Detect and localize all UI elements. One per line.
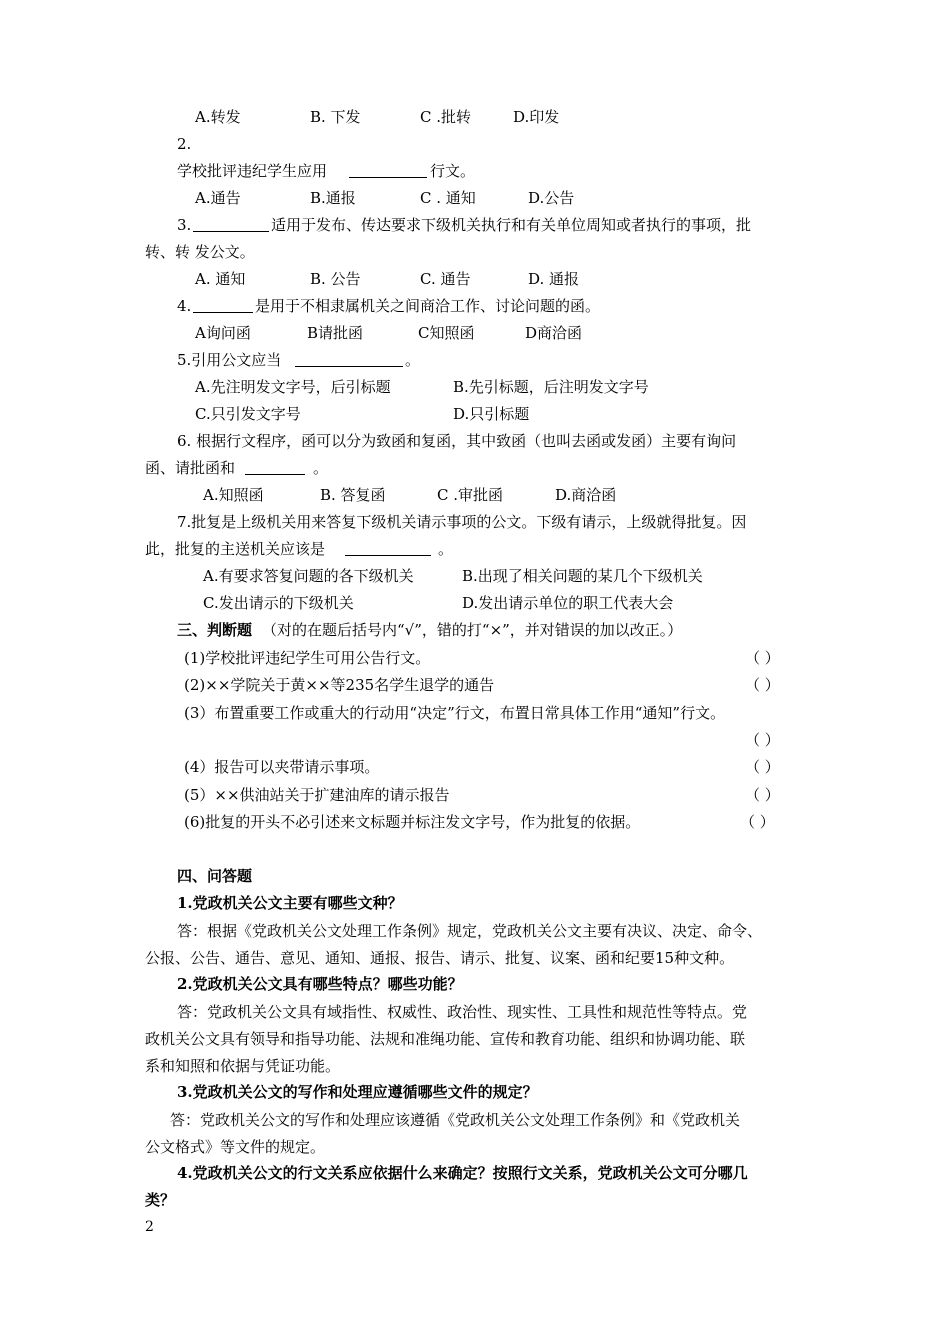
q7-option-d: D.发出请示单位的职工代表大会: [462, 594, 674, 612]
q2-number: 2.: [177, 135, 192, 153]
qa3-answer-line1: 答：党政机关公文的写作和处理应该遵循《党政机关公文处理工作条例》和《党政机关: [170, 1111, 741, 1129]
q5-option-a: A.先注明发文字号，后引标题: [195, 378, 391, 396]
q1-option-d: D.印发: [513, 108, 560, 126]
q6-option-d: D.商洽函: [555, 486, 617, 504]
judge-paren-4: （ ）: [745, 758, 780, 776]
q5-option-d: D.只引标题: [453, 405, 530, 423]
qa4-question-line1: 4.党政机关公文的行文关系应依据什么来确定？按照行文关系，党政机关公文可分哪几: [177, 1164, 748, 1182]
q7-stem-end: 。: [438, 540, 454, 558]
judge-item-1: (1)学校批评违纪学生可用公告行文。: [184, 649, 431, 667]
q1-option-c: C .批转: [420, 108, 472, 126]
q3-stem-cont: 转、转 发公文。: [145, 243, 255, 261]
q3-number: 3.: [177, 216, 192, 234]
qa1-answer-line1: 答：根据《党政机关公文处理工作条例》规定，党政机关公文主要有决议、决定、命令、: [177, 922, 763, 940]
q1-option-a: A.转发: [195, 108, 241, 126]
qa4-question-line2: 类？: [145, 1191, 176, 1209]
q5-blank: [295, 366, 403, 367]
qa2-answer-line3: 系和知照和依据与凭证功能。: [145, 1057, 341, 1075]
qa3-question: 3.党政机关公文的写作和处理应遵循哪些文件的规定？: [177, 1083, 538, 1101]
q4-stem: 是用于不相隶属机关之间商洽工作、讨论问题的函。: [255, 297, 601, 315]
q5-stem: 5.引用公文应当: [177, 351, 282, 369]
q6-stem-cont: 函、请批函和: [145, 459, 236, 477]
q6-stem: 6. 根据行文程序，函可以分为致函和复函，其中致函（也叫去函或发函）主要有询问: [177, 432, 737, 450]
q2-stem-post: 行文。: [430, 162, 476, 180]
q7-stem: 7.批复是上级机关用来答复下级机关请示事项的公文。下级有请示，上级就得批复。因: [177, 513, 747, 531]
q4-option-c: C知照函: [418, 324, 475, 342]
judge-paren-1: （ ）: [745, 649, 780, 667]
q5-option-c: C.只引发文字号: [195, 405, 301, 423]
q3-option-b: B. 公告: [310, 270, 361, 288]
section4-title: 四、问答题: [177, 867, 253, 885]
judge-item-2: (2)××学院关于黄××等235名学生退学的通告: [184, 676, 495, 694]
q2-option-d: D.公告: [528, 189, 575, 207]
qa3-answer-line2: 公文格式》等文件的规定。: [145, 1138, 326, 1156]
q6-stem-end: 。: [313, 459, 329, 477]
q5-option-b: B.先引标题，后注明发文字号: [453, 378, 649, 396]
q3-option-d: D. 通报: [528, 270, 580, 288]
judge-item-6: (6)批复的开头不必引述来文标题并标注发文字号，作为批复的依据。: [184, 813, 641, 831]
q4-blank: [193, 312, 253, 313]
q6-option-c: C .审批函: [437, 486, 504, 504]
qa2-answer-line2: 政机关公文具有领导和指导功能、法规和准绳功能、宣传和教育功能、组织和协调功能、联: [145, 1030, 746, 1048]
judge-item-3: (3）布置重要工作或重大的行动用“决定”行文，布置日常具体工作用“通知”行文。: [184, 704, 726, 722]
q6-option-b: B. 答复函: [320, 486, 386, 504]
q7-option-b: B.出现了相关问题的某几个下级机关: [462, 567, 703, 585]
judge-item-5: (5）××供油站关于扩建油库的请示报告: [184, 786, 450, 804]
page-number: 2: [145, 1219, 154, 1235]
q3-option-c: C. 通告: [420, 270, 471, 288]
q2-blank: [349, 177, 427, 178]
q6-option-a: A.知照函: [203, 486, 264, 504]
q3-blank: [193, 231, 269, 232]
q2-option-b: B.通报: [310, 189, 356, 207]
judge-paren-3: （ ）: [745, 731, 780, 749]
qa1-question: 1.党政机关公文主要有哪些文种？: [177, 894, 403, 912]
q2-option-c: C . 通知: [420, 189, 476, 207]
q7-stem-cont: 此，批复的主送机关应该是: [145, 540, 326, 558]
q4-option-a: A询问函: [195, 324, 251, 342]
q7-blank: [345, 555, 431, 556]
q4-option-b: B请批函: [307, 324, 364, 342]
section3-note: （对的在题后括号内“√”，错的打“×”，并对错误的加以改正。）: [262, 621, 683, 639]
q6-blank: [245, 474, 305, 475]
q2-stem-pre: 学校批评违纪学生应用: [177, 162, 328, 180]
judge-paren-5: （ ）: [745, 786, 780, 804]
q3-stem: 适用于发布、传达要求下级机关执行和有关单位周知或者执行的事项，批: [271, 216, 752, 234]
q5-stem-end: 。: [405, 351, 421, 369]
judge-item-4: (4）报告可以夹带请示事项。: [184, 758, 380, 776]
qa1-answer-line2: 公报、公告、通告、意见、通知、通报、报告、请示、批复、议案、函和纪要15种文种。: [145, 949, 735, 967]
judge-paren-2: （ ）: [745, 676, 780, 694]
section3-title: 三、判断题: [177, 621, 253, 639]
q3-option-a: A. 通知: [195, 270, 246, 288]
qa2-answer-line1: 答：党政机关公文具有域指性、权威性、政治性、现实性、工具性和规范性等特点。党: [177, 1003, 748, 1021]
qa2-question: 2.党政机关公文具有哪些特点？哪些功能？: [177, 975, 463, 993]
q4-option-d: D商洽函: [525, 324, 583, 342]
judge-paren-6: （ ）: [740, 813, 775, 831]
q7-option-a: A.有要求答复问题的各下级机关: [203, 567, 414, 585]
q4-number: 4.: [177, 297, 192, 315]
q7-option-c: C.发出请示的下级机关: [203, 594, 354, 612]
q1-option-b: B. 下发: [310, 108, 361, 126]
q2-option-a: A.通告: [195, 189, 241, 207]
